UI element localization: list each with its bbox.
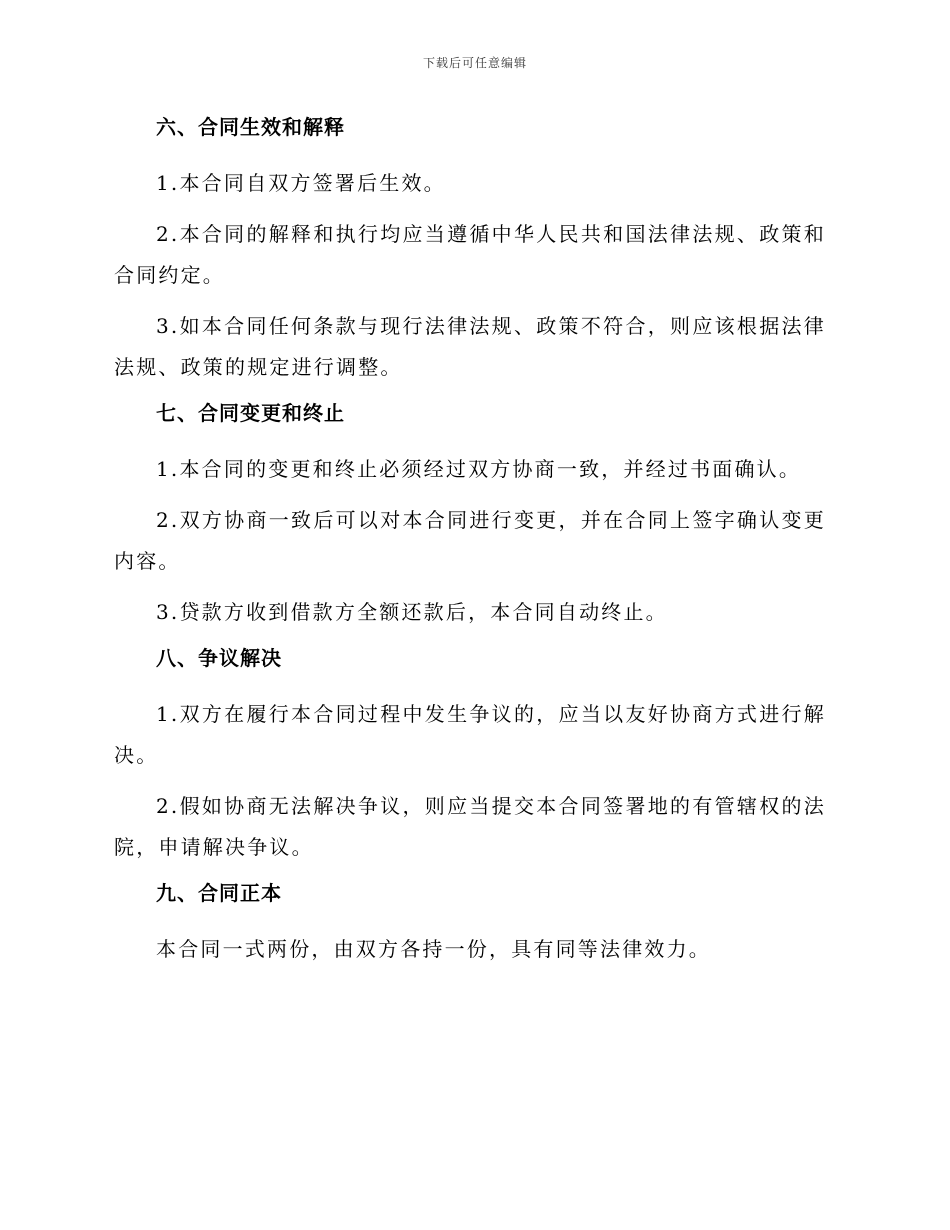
section-heading: 六、合同生效和解释 <box>156 115 345 139</box>
paragraph: 本合同一式两份，由双方各持一份，具有同等法律效力。 <box>156 937 711 961</box>
paragraph: 2.双方协商一致后可以对本合同进行变更，并在合同上签字确认变更内容。 <box>114 508 826 573</box>
paragraph: 2.本合同的解释和执行均应当遵循中华人民共和国法律法规、政策和合同约定。 <box>114 222 826 287</box>
section-original-copies <box>114 878 826 970</box>
section-heading: 七、合同变更和终止 <box>156 401 345 425</box>
paragraph: 1.双方在履行本合同过程中发生争议的，应当以友好协商方式进行解决。 <box>114 702 826 767</box>
paragraph: 3.如本合同任何条款与现行法律法规、政策不符合，则应该根据法律法规、政策的规定进行调整。 <box>114 314 826 379</box>
section-dispute-resolution <box>114 643 826 868</box>
paragraph: 1.本合同的变更和终止必须经过双方协商一致，并经过书面确认。 <box>156 457 802 481</box>
paragraph: 3.贷款方收到借款方全额还款后，本合同自动终止。 <box>156 600 668 624</box>
paragraph: 2.假如协商无法解决争议，则应当提交本合同签署地的有管辖权的法院，申请解决争议。 <box>114 794 826 859</box>
section-effect-interpretation <box>114 112 826 388</box>
header-note: 下载后可任意编辑 <box>422 56 527 70</box>
document-body <box>114 112 826 980</box>
section-change-termination <box>114 398 826 633</box>
paragraph: 1.本合同自双方签署后生效。 <box>156 171 446 195</box>
section-heading: 八、争议解决 <box>156 646 282 670</box>
section-heading: 九、合同正本 <box>156 881 282 905</box>
